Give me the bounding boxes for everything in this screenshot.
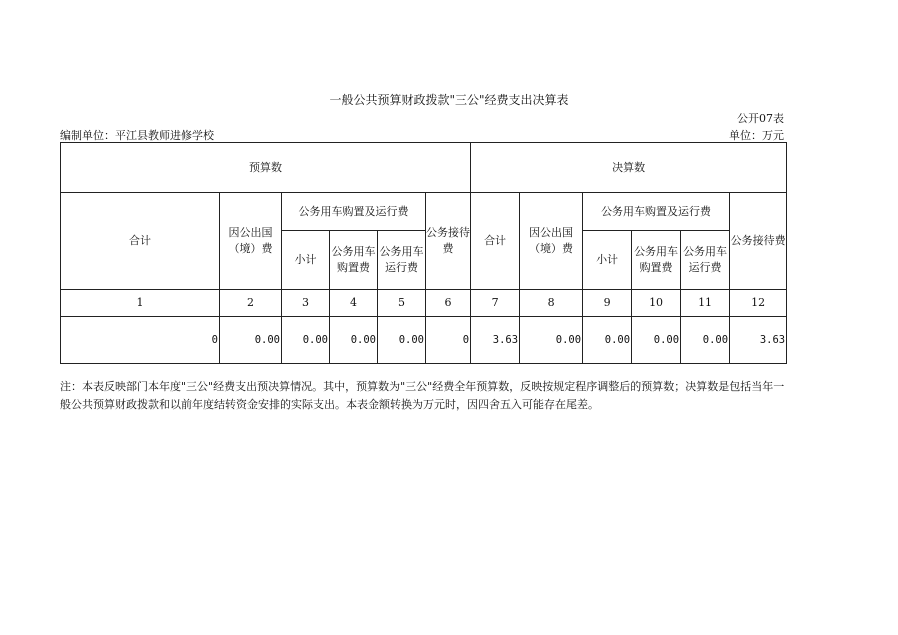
header-budget-subtotal: 小计 [282,231,330,290]
value-cell: 0.00 [282,317,330,364]
value-cell: 0.00 [583,317,632,364]
header-final-subtotal: 小计 [583,231,632,290]
col-number: 7 [471,290,520,317]
header-budget-total: 合计 [61,193,220,290]
header-budget-vehicle-buy: 公务用车购置费 [330,231,378,290]
three-public-expense-table [60,142,787,364]
value-cell: 0.00 [681,317,730,364]
page-title: 一般公共预算财政拨款"三公"经费支出决算表 [329,93,569,107]
col-number: 2 [220,290,282,317]
value-row [61,317,787,364]
col-number: 5 [378,290,426,317]
value-cell: 0.00 [220,317,282,364]
header-budget-vehicle: 公务用车购置及运行费 [282,193,426,231]
value-cell: 3.63 [471,317,520,364]
header-final-vehicle: 公务用车购置及运行费 [583,193,730,231]
col-number: 8 [520,290,583,317]
header-final-vehicle-run: 公务用车运行费 [681,231,730,290]
value-cell: 0.00 [330,317,378,364]
col-number: 3 [282,290,330,317]
col-number: 4 [330,290,378,317]
value-cell: 0 [61,317,220,364]
col-number: 10 [632,290,681,317]
header-final-total: 合计 [471,193,520,290]
header-budget-reception: 公务接待费 [426,193,471,290]
form-number: 公开07表 [737,112,784,125]
col-number: 1 [61,290,220,317]
header-final-vehicle-buy: 公务用车购置费 [632,231,681,290]
header-final-abroad: 因公出国（境）费 [520,193,583,290]
header-final-reception: 公务接待费 [730,193,787,290]
col-number: 12 [730,290,787,317]
header-budget: 预算数 [61,143,471,193]
col-number: 6 [426,290,471,317]
compiling-unit: 编制单位：平江县教师进修学校 [60,129,214,142]
table-note: 注：本表反映部门本年度"三公"经费支出预决算情况。其中，预算数为"三公"经费全年预算数，反映按规定程序调整后的预算数；决算数是包括当年一般公共预算财政拨款和以前年度结转资金安排的实际支出。本表金额转换为万元时，因四舍五入可能存在尾差。 [60,380,785,411]
currency-unit: 单位：万元 [729,129,784,142]
header-budget-abroad: 因公出国（境）费 [220,193,282,290]
col-number: 11 [681,290,730,317]
value-cell: 3.63 [730,317,787,364]
col-number: 9 [583,290,632,317]
value-cell: 0 [426,317,471,364]
value-cell: 0.00 [632,317,681,364]
header-final: 决算数 [471,143,787,193]
value-cell: 0.00 [520,317,583,364]
value-cell: 0.00 [378,317,426,364]
column-number-row [61,290,787,317]
header-budget-vehicle-run: 公务用车运行费 [378,231,426,290]
